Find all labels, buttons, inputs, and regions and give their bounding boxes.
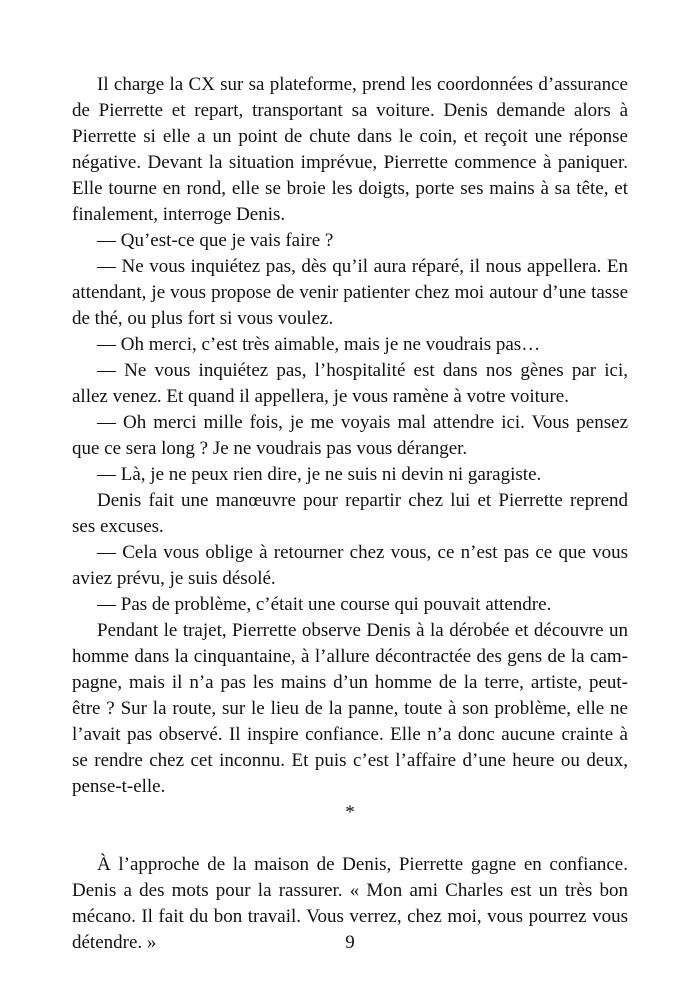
paragraph: — Oh merci, c’est très aimable, mais je ne voudrais pas… (97, 334, 541, 355)
paragraph: Il charge la CX sur sa plateforme, prend les coordonnées d’assurance de Pierrette et repart, transportant sa voiture. Denis demande alors à Pierrette si elle a un point de chute dans le coin, et reçoit une réponse négative. Devant la situation imprévue, Pierrette commence à paniquer. Elle tourne en rond, elle se broie les doigts, porte ses mains à sa tête, et finalement, interroge Denis. (72, 74, 628, 225)
paragraph: À l’approche de la maison de Denis, Pierrette gagne en confiance. Denis a des mots pour la rassurer. « Mon ami Charles est un très bon mécano. Il fait du bon travail. Vous verrez, chez moi, vous pourrez vous détendre. » (72, 854, 628, 953)
text-block (72, 72, 628, 956)
page-number: 9 (345, 932, 355, 953)
paragraph: — Là, je ne peux rien dire, je ne suis ni devin ni garagiste. (97, 464, 542, 485)
paragraph: — Ne vous inquiétez pas, dès qu’il aura réparé, il nous appellera. En attendant, je vous propose de venir patienter chez moi autour d’une tasse de thé, ou plus fort si vous voulez. (72, 256, 628, 329)
paragraph: — Pas de problème, c’était une course qui pouvait attendre. (97, 594, 552, 615)
paragraph: Denis fait une manœuvre pour repartir chez lui et Pierrette reprend ses excuses. (72, 490, 628, 537)
paragraph: — Ne vous inquiétez pas, l’hospitalité est dans nos gènes par ici, allez venez. Et quand il appellera, je vous ramène à votre voiture. (72, 360, 628, 407)
paragraph: — Oh merci mille fois, je me voyais mal attendre ici. Vous pensez que ce sera long ? Je ne voudrais pas vous déranger. (72, 412, 628, 459)
paragraph: Pendant le trajet, Pierrette observe Denis à la dérobée et découvre un homme dans la cinquantaine, à l’allure décontractée des gens de la campagne, mais il n’a pas les mains d’un homme de la terre, artiste, peut-être ? Sur la route, sur le lieu de la panne, toute à son problème, elle ne l’avait pas observé. Il inspire confiance. Elle n’a donc aucune crainte à se rendre chez cet inconnu. Et puis c’est l’affaire d’une heure ou deux, pense-t-elle. (72, 620, 628, 797)
paragraph: — Qu’est-ce que je vais faire ? (97, 230, 334, 251)
section-separator: * (345, 802, 355, 823)
paragraph: — Cela vous oblige à retourner chez vous, ce n’est pas ce que vous aviez prévu, je suis désolé. (72, 542, 628, 589)
